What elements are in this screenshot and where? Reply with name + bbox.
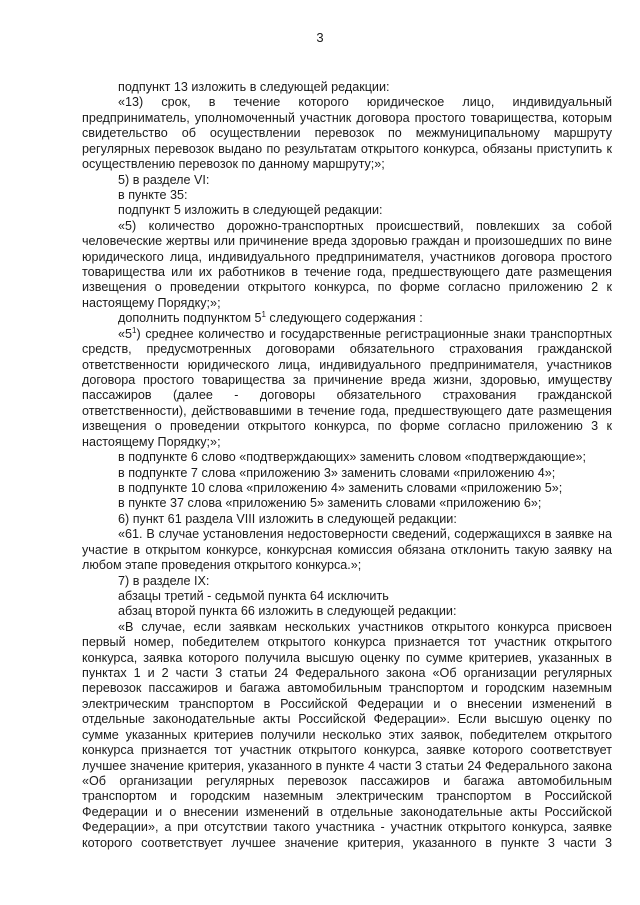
- paragraph: 5) в разделе VI:: [118, 172, 210, 187]
- paragraph: «13) срок, в течение которого юридическое лицо, индивидуальный предприниматель, уполномоченный участник договора простого товарищества, которым свидетельство об осуществлении перевозок по межмуниципальному маршруту регулярных перевозок выдано по результатам открытого конкурса, обязаны приступить к осуществлению перевозок по данному маршруту;»;: [82, 95, 612, 172]
- paragraph: «5) количество дорожно-транспортных происшествий, повлекших за собой человеческие жертвы или причинение вреда здоровью граждан и произошедших по вине юридического лица, индивидуального предпринимателя, участников договора простого товарищества или их работников в течение года, предшествующего дате размещения извещения о проведении открытого конкурса, по форме согласно приложению 2 к настоящему Порядку;»;: [82, 218, 612, 310]
- paragraph: в подпункте 6 слово «подтверждающих» заменить словом «подтверждающие»;: [118, 450, 587, 465]
- paragraph-text: дополнить подпунктом 5: [118, 311, 262, 326]
- paragraph: в подпункте 7 слова «приложению 3» заменить словами «приложению 4»;: [118, 465, 556, 480]
- superscript: 1: [261, 310, 266, 320]
- paragraph: в пункте 37 слова «приложению 5» заменить словами «приложению 6»;: [118, 496, 542, 511]
- paragraph-text: следующего содержания :: [265, 311, 423, 326]
- paragraph: в подпункте 10 слова «приложению 4» заменить словами «приложению 5»;: [118, 480, 563, 495]
- paragraph: [82, 327, 612, 450]
- paragraph: 7) в разделе IX:: [118, 573, 210, 588]
- paragraph: «61. В случае установления недостоверности сведений, содержащихся в заявке на участие в открытом конкурсе, конкурсная комиссия обязана отклонить такую заявку на любом этапе проведения открытого конкурса.»;: [82, 527, 612, 573]
- paragraph: подпункт 5 изложить в следующей редакции:: [118, 203, 383, 218]
- paragraph: «В случае, если заявкам нескольких участников открытого конкурса присвоен первый номер, победителем открытого конкурса признается тот участник открытого конкурса, заявка которого получила высшую оценку по сумме критериев, указанных в пунктах 1 и 2 части 3 статьи 24 Федерального закона «Об организации регулярных перевозок пассажиров и багажа автомобильным транспортом и городским наземным электрическим транспортом в Российской Федерации и о внесении изменений в отдельные законодательные акты Российской Федерации». Если высшую оценку по сумме указанных критериев получили несколько этих заявок, победителем открытого конкурса признается тот участник открытого конкурса, заявке которого соответствует лучшее значение критерия, указанного в пункте 4 части 3 статьи 24 Федерального закона «Об организации регулярных перевозок пассажиров и багажа автомобильным транспортом и городским наземным электрическим транспортом в Российской Федерации и о внесении изменений в отдельные законодательные акты Российской Федерации», а при отсутствии такого участника - участник открытого конкурса, заявке которого соответствует лучшее значение критерия, указанного в пункте 3 части 3: [82, 619, 612, 850]
- paragraph: абзацы третий - седьмой пункта 64 исключить: [118, 588, 389, 603]
- document-body: [82, 80, 612, 851]
- paragraph: [82, 311, 612, 326]
- page-number: 3: [316, 30, 324, 45]
- paragraph-text: «5: [118, 326, 133, 341]
- paragraph: абзац второй пункта 66 изложить в следующей редакции:: [118, 604, 457, 619]
- paragraph: в пункте 35:: [118, 187, 188, 202]
- paragraph-text: ) среднее количество и государственные регистрационные знаки транспортных средств, предусмотренных договорами обязательного страхования гражданской ответственности юридического лица, индивидуального предпринимателя, участников договора простого товарищества за причинение вреда жизни, здоровью, имуществу пассажиров (далее - договоры обязательного страхования гражданской ответственности), действовавшими в течение года, предшествующего дате размещения извещения о проведении открытого конкурса, по форме согласно приложению 3 к настоящему Порядку;»;: [82, 326, 612, 449]
- paragraph: подпункт 13 изложить в следующей редакции:: [118, 80, 390, 94]
- paragraph: 6) пункт 61 раздела VIII изложить в следующей редакции:: [118, 511, 457, 526]
- superscript: 1: [132, 325, 137, 335]
